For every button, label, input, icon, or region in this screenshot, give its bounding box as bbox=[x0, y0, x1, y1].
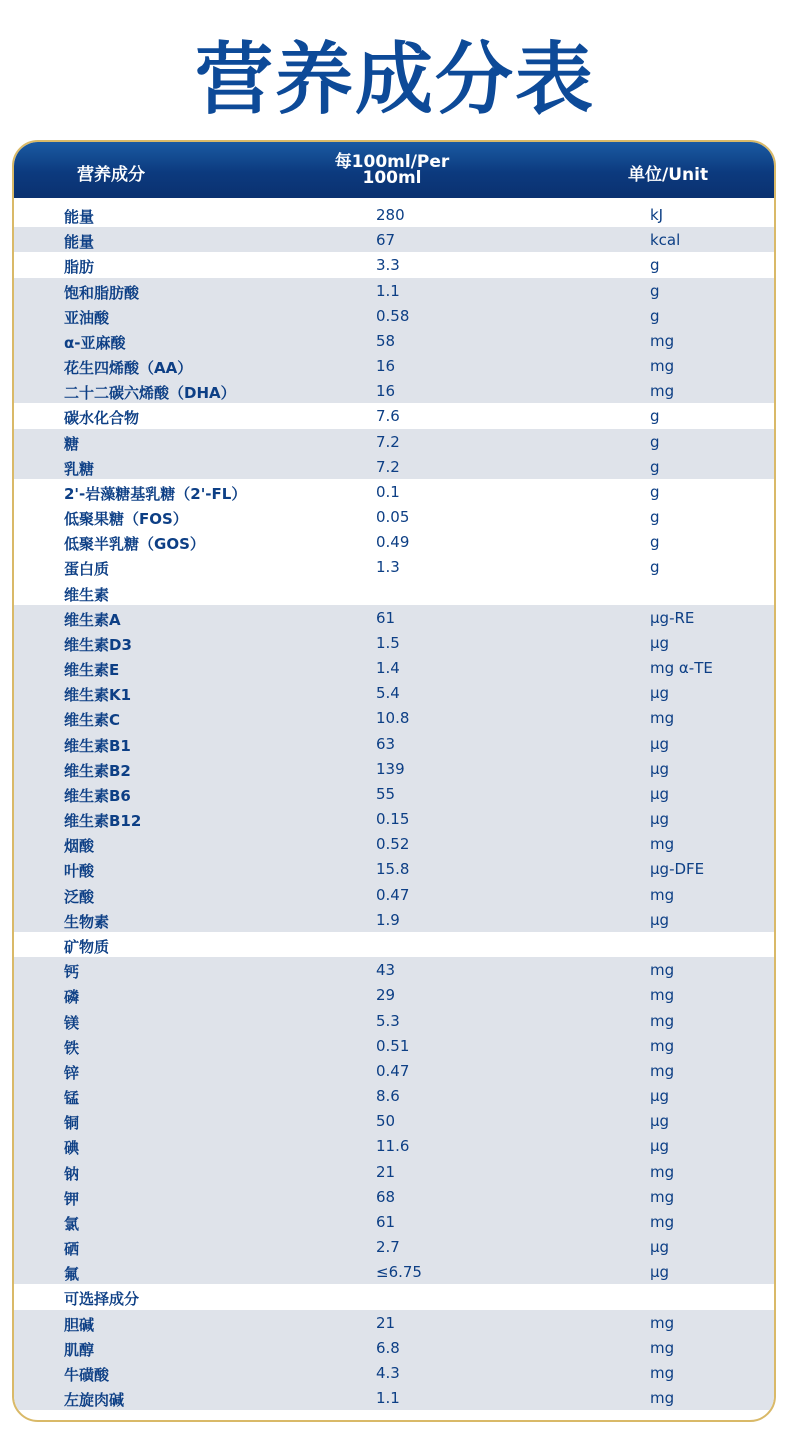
nutrient-value: 43 bbox=[376, 961, 396, 980]
nutrient-unit: μg bbox=[650, 1137, 670, 1156]
header-per-100ml: 每100ml/Per 100ml bbox=[334, 152, 450, 188]
nutrient-value: 139 bbox=[376, 759, 405, 778]
table-row bbox=[14, 504, 774, 529]
nutrient-value: 5.4 bbox=[376, 684, 400, 703]
table-row bbox=[14, 227, 774, 252]
nutrient-value: 0.15 bbox=[376, 810, 410, 829]
nutrient-name: 铁 bbox=[64, 1038, 80, 1057]
nutrient-unit: mg bbox=[650, 709, 675, 728]
nutrient-name: 维生素B1 bbox=[64, 736, 131, 755]
nutrient-value: 4.3 bbox=[376, 1363, 400, 1382]
nutrient-name: 氟 bbox=[64, 1265, 80, 1284]
nutrient-unit: mg bbox=[650, 331, 675, 350]
nutrient-unit: μg bbox=[650, 910, 670, 929]
nutrient-name: 维生素B6 bbox=[64, 786, 131, 805]
nutrient-name: 2'-岩藻糖基乳糖（2'-FL） bbox=[64, 484, 247, 503]
nutrient-value: 5.3 bbox=[376, 1011, 400, 1030]
nutrient-name: 磷 bbox=[64, 988, 80, 1007]
nutrient-unit: mg bbox=[650, 1389, 675, 1408]
table-row bbox=[14, 781, 774, 806]
nutrient-name: 脂肪 bbox=[64, 258, 95, 277]
nutrient-name: 蛋白质 bbox=[64, 560, 110, 579]
nutrient-name: 维生素K1 bbox=[64, 686, 132, 705]
nutrient-unit: mg bbox=[650, 1011, 675, 1030]
nutrient-unit: mg bbox=[650, 835, 675, 854]
nutrient-unit: g bbox=[650, 306, 660, 325]
nutrient-unit: kJ bbox=[650, 206, 664, 224]
nutrient-name: 维生素C bbox=[64, 711, 121, 730]
nutrient-unit: mg bbox=[650, 1036, 675, 1055]
nutrient-value: 16 bbox=[376, 382, 396, 401]
nutrient-value: 0.05 bbox=[376, 508, 410, 527]
nutrient-name: 维生素B12 bbox=[64, 812, 142, 831]
nutrient-value: 1.1 bbox=[376, 1389, 400, 1408]
nutrient-value: 1.4 bbox=[376, 659, 400, 678]
nutrient-value: 2.7 bbox=[376, 1238, 400, 1257]
nutrient-name: 钙 bbox=[64, 963, 80, 982]
table-row bbox=[14, 429, 774, 454]
nutrient-name: 维生素E bbox=[64, 661, 120, 680]
table-row bbox=[14, 378, 774, 403]
table-row bbox=[14, 1083, 774, 1108]
table-row bbox=[14, 907, 774, 932]
table-row bbox=[14, 529, 774, 554]
nutrient-name: α-亚麻酸 bbox=[64, 333, 126, 352]
nutrient-unit: g bbox=[650, 533, 660, 552]
table-row bbox=[14, 1335, 774, 1360]
table-row bbox=[14, 1058, 774, 1083]
nutrient-name: 低聚半乳糖（GOS） bbox=[64, 535, 205, 554]
nutrient-unit: g bbox=[650, 457, 660, 476]
nutrient-value: 1.5 bbox=[376, 633, 400, 652]
nutrient-unit: g bbox=[650, 432, 660, 451]
nutrient-unit: mg bbox=[650, 961, 675, 980]
nutrient-unit: μg bbox=[650, 1263, 670, 1282]
nutrient-name: 锰 bbox=[64, 1089, 80, 1108]
nutrient-unit: mg bbox=[650, 1212, 675, 1231]
nutrient-value: 1.3 bbox=[376, 558, 400, 577]
table-row bbox=[14, 403, 774, 428]
table-row bbox=[14, 1360, 774, 1385]
nutrient-name: 胆碱 bbox=[64, 1315, 95, 1334]
nutrient-unit: mg bbox=[650, 885, 675, 904]
nutrient-unit: μg bbox=[650, 759, 670, 778]
nutrient-name: 亚油酸 bbox=[64, 308, 110, 327]
nutrient-name: 花生四烯酸（AA） bbox=[64, 359, 193, 378]
nutrient-value: 50 bbox=[376, 1112, 396, 1131]
nutrient-value: 7.2 bbox=[376, 432, 400, 451]
table-row bbox=[14, 630, 774, 655]
table-row bbox=[14, 1234, 774, 1259]
nutrient-unit: mg bbox=[650, 1162, 675, 1181]
table-row bbox=[14, 580, 774, 605]
nutrient-unit: mg α-TE bbox=[650, 659, 713, 678]
nutrient-unit: μg bbox=[650, 1238, 670, 1257]
nutrient-unit: μg bbox=[650, 684, 670, 703]
nutrient-value: 21 bbox=[376, 1313, 396, 1332]
table-row bbox=[14, 982, 774, 1007]
table-header bbox=[14, 142, 774, 198]
nutrient-name: 维生素A bbox=[64, 610, 121, 629]
nutrient-name: 低聚果糖（FOS） bbox=[64, 510, 188, 529]
nutrient-unit: mg bbox=[650, 1061, 675, 1080]
table-row bbox=[14, 605, 774, 630]
table-row bbox=[14, 655, 774, 680]
nutrient-unit: mg bbox=[650, 1363, 675, 1382]
page-title: 营养成分表 bbox=[194, 35, 595, 125]
nutrient-unit: μg bbox=[650, 1087, 670, 1106]
nutrient-value: ≤6.75 bbox=[376, 1263, 422, 1282]
nutrient-unit: μg bbox=[650, 633, 670, 652]
nutrient-value: 280 bbox=[376, 206, 405, 224]
nutrient-unit: μg-RE bbox=[650, 608, 695, 627]
nutrient-unit: g bbox=[650, 482, 660, 501]
table-row bbox=[14, 957, 774, 982]
nutrient-value: 15.8 bbox=[376, 860, 410, 879]
nutrient-value: 29 bbox=[376, 986, 396, 1005]
table-row bbox=[14, 705, 774, 730]
nutrient-unit: mg bbox=[650, 1313, 675, 1332]
nutrient-name: 二十二碳六烯酸（DHA） bbox=[64, 384, 236, 403]
table-row bbox=[14, 932, 774, 957]
table-row bbox=[14, 1033, 774, 1058]
table-row bbox=[14, 479, 774, 504]
table-row bbox=[14, 1284, 774, 1309]
header-unit: 单位/Unit bbox=[628, 165, 709, 185]
nutrient-value: 58 bbox=[376, 331, 396, 350]
table-row bbox=[14, 1133, 774, 1158]
nutrient-value: 0.52 bbox=[376, 835, 410, 854]
nutrient-name: 左旋肉碱 bbox=[64, 1391, 125, 1410]
table-row bbox=[14, 1259, 774, 1284]
nutrient-name: 钾 bbox=[64, 1189, 80, 1208]
table-row bbox=[14, 328, 774, 353]
nutrient-unit: mg bbox=[650, 382, 675, 401]
table-row bbox=[14, 856, 774, 881]
table-row bbox=[14, 252, 774, 277]
nutrient-value: 0.49 bbox=[376, 533, 410, 552]
table-row bbox=[14, 680, 774, 705]
nutrient-unit: g bbox=[650, 256, 660, 275]
nutrient-name: 可选择成分 bbox=[64, 1290, 140, 1309]
nutrient-name: 镁 bbox=[64, 1013, 80, 1032]
table-row bbox=[14, 1310, 774, 1335]
nutrient-name: 叶酸 bbox=[64, 862, 95, 881]
nutrition-table bbox=[12, 140, 776, 1422]
nutrient-value: 0.47 bbox=[376, 885, 410, 904]
table-row bbox=[14, 303, 774, 328]
nutrient-value: 68 bbox=[376, 1187, 396, 1206]
nutrient-value: 1.1 bbox=[376, 281, 400, 300]
nutrient-unit: kcal bbox=[650, 231, 681, 250]
table-body bbox=[14, 202, 774, 1410]
nutrient-name: 维生素D3 bbox=[64, 635, 132, 654]
nutrient-value: 55 bbox=[376, 784, 396, 803]
nutrient-name: 肌醇 bbox=[64, 1340, 95, 1359]
nutrient-name: 烟酸 bbox=[64, 837, 95, 856]
nutrient-name: 碘 bbox=[64, 1139, 80, 1158]
nutrient-name: 碳水化合物 bbox=[64, 409, 140, 428]
nutrient-unit: μg-DFE bbox=[650, 860, 705, 879]
nutrient-value: 7.2 bbox=[376, 457, 400, 476]
nutrient-value: 0.51 bbox=[376, 1036, 410, 1055]
nutrient-value: 21 bbox=[376, 1162, 396, 1181]
nutrient-name: 牛磺酸 bbox=[64, 1365, 110, 1384]
nutrient-name: 维生素 bbox=[64, 585, 110, 604]
nutrient-name: 糖 bbox=[64, 434, 80, 453]
nutrient-name: 能量 bbox=[64, 233, 95, 252]
table-row bbox=[14, 831, 774, 856]
table-row bbox=[14, 353, 774, 378]
nutrient-unit: mg bbox=[650, 1187, 675, 1206]
nutrient-name: 矿物质 bbox=[64, 937, 110, 956]
table-row bbox=[14, 554, 774, 579]
nutrient-value: 10.8 bbox=[376, 709, 410, 728]
nutrient-name: 能量 bbox=[64, 208, 95, 226]
table-row bbox=[14, 1209, 774, 1234]
nutrient-name: 维生素B2 bbox=[64, 761, 131, 780]
nutrient-unit: μg bbox=[650, 734, 670, 753]
nutrient-value: 67 bbox=[376, 231, 396, 250]
nutrient-name: 氯 bbox=[64, 1214, 80, 1233]
table-row bbox=[14, 806, 774, 831]
nutrient-value: 6.8 bbox=[376, 1338, 400, 1357]
table-row bbox=[14, 278, 774, 303]
table-row bbox=[14, 1184, 774, 1209]
nutrient-name: 乳糖 bbox=[64, 459, 95, 478]
table-row bbox=[14, 1159, 774, 1184]
nutrient-unit: g bbox=[650, 508, 660, 527]
nutrient-unit: mg bbox=[650, 986, 675, 1005]
nutrient-unit: g bbox=[650, 281, 660, 300]
table-row bbox=[14, 202, 774, 227]
nutrient-name: 饱和脂肪酸 bbox=[64, 283, 140, 302]
table-row bbox=[14, 882, 774, 907]
nutrient-value: 63 bbox=[376, 734, 396, 753]
nutrient-unit: g bbox=[650, 558, 660, 577]
nutrient-value: 7.6 bbox=[376, 407, 400, 426]
table-row bbox=[14, 756, 774, 781]
nutrient-value: 1.9 bbox=[376, 910, 400, 929]
nutrient-name: 硒 bbox=[64, 1240, 80, 1259]
nutrient-value: 11.6 bbox=[376, 1137, 410, 1156]
table-row bbox=[14, 454, 774, 479]
table-row bbox=[14, 731, 774, 756]
nutrient-name: 生物素 bbox=[64, 912, 110, 931]
nutrient-value: 8.6 bbox=[376, 1087, 400, 1106]
table-row bbox=[14, 1385, 774, 1410]
nutrient-unit: mg bbox=[650, 357, 675, 376]
nutrient-name: 钠 bbox=[64, 1164, 80, 1183]
nutrient-value: 16 bbox=[376, 357, 396, 376]
nutrient-value: 0.58 bbox=[376, 306, 410, 325]
nutrient-value: 3.3 bbox=[376, 256, 400, 275]
nutrient-unit: μg bbox=[650, 810, 670, 829]
table-row bbox=[14, 1108, 774, 1133]
nutrient-name: 锌 bbox=[64, 1063, 80, 1082]
nutrient-value: 0.1 bbox=[376, 482, 400, 501]
nutrient-unit: μg bbox=[650, 784, 670, 803]
header-nutrient: 营养成分 bbox=[77, 165, 145, 185]
nutrient-value: 61 bbox=[376, 608, 396, 627]
nutrient-value: 0.47 bbox=[376, 1061, 410, 1080]
nutrient-unit: mg bbox=[650, 1338, 675, 1357]
table-row bbox=[14, 1008, 774, 1033]
nutrient-name: 铜 bbox=[64, 1114, 80, 1133]
nutrient-name: 泛酸 bbox=[64, 887, 95, 906]
nutrient-unit: g bbox=[650, 407, 660, 426]
nutrient-unit: μg bbox=[650, 1112, 670, 1131]
nutrient-value: 61 bbox=[376, 1212, 396, 1231]
